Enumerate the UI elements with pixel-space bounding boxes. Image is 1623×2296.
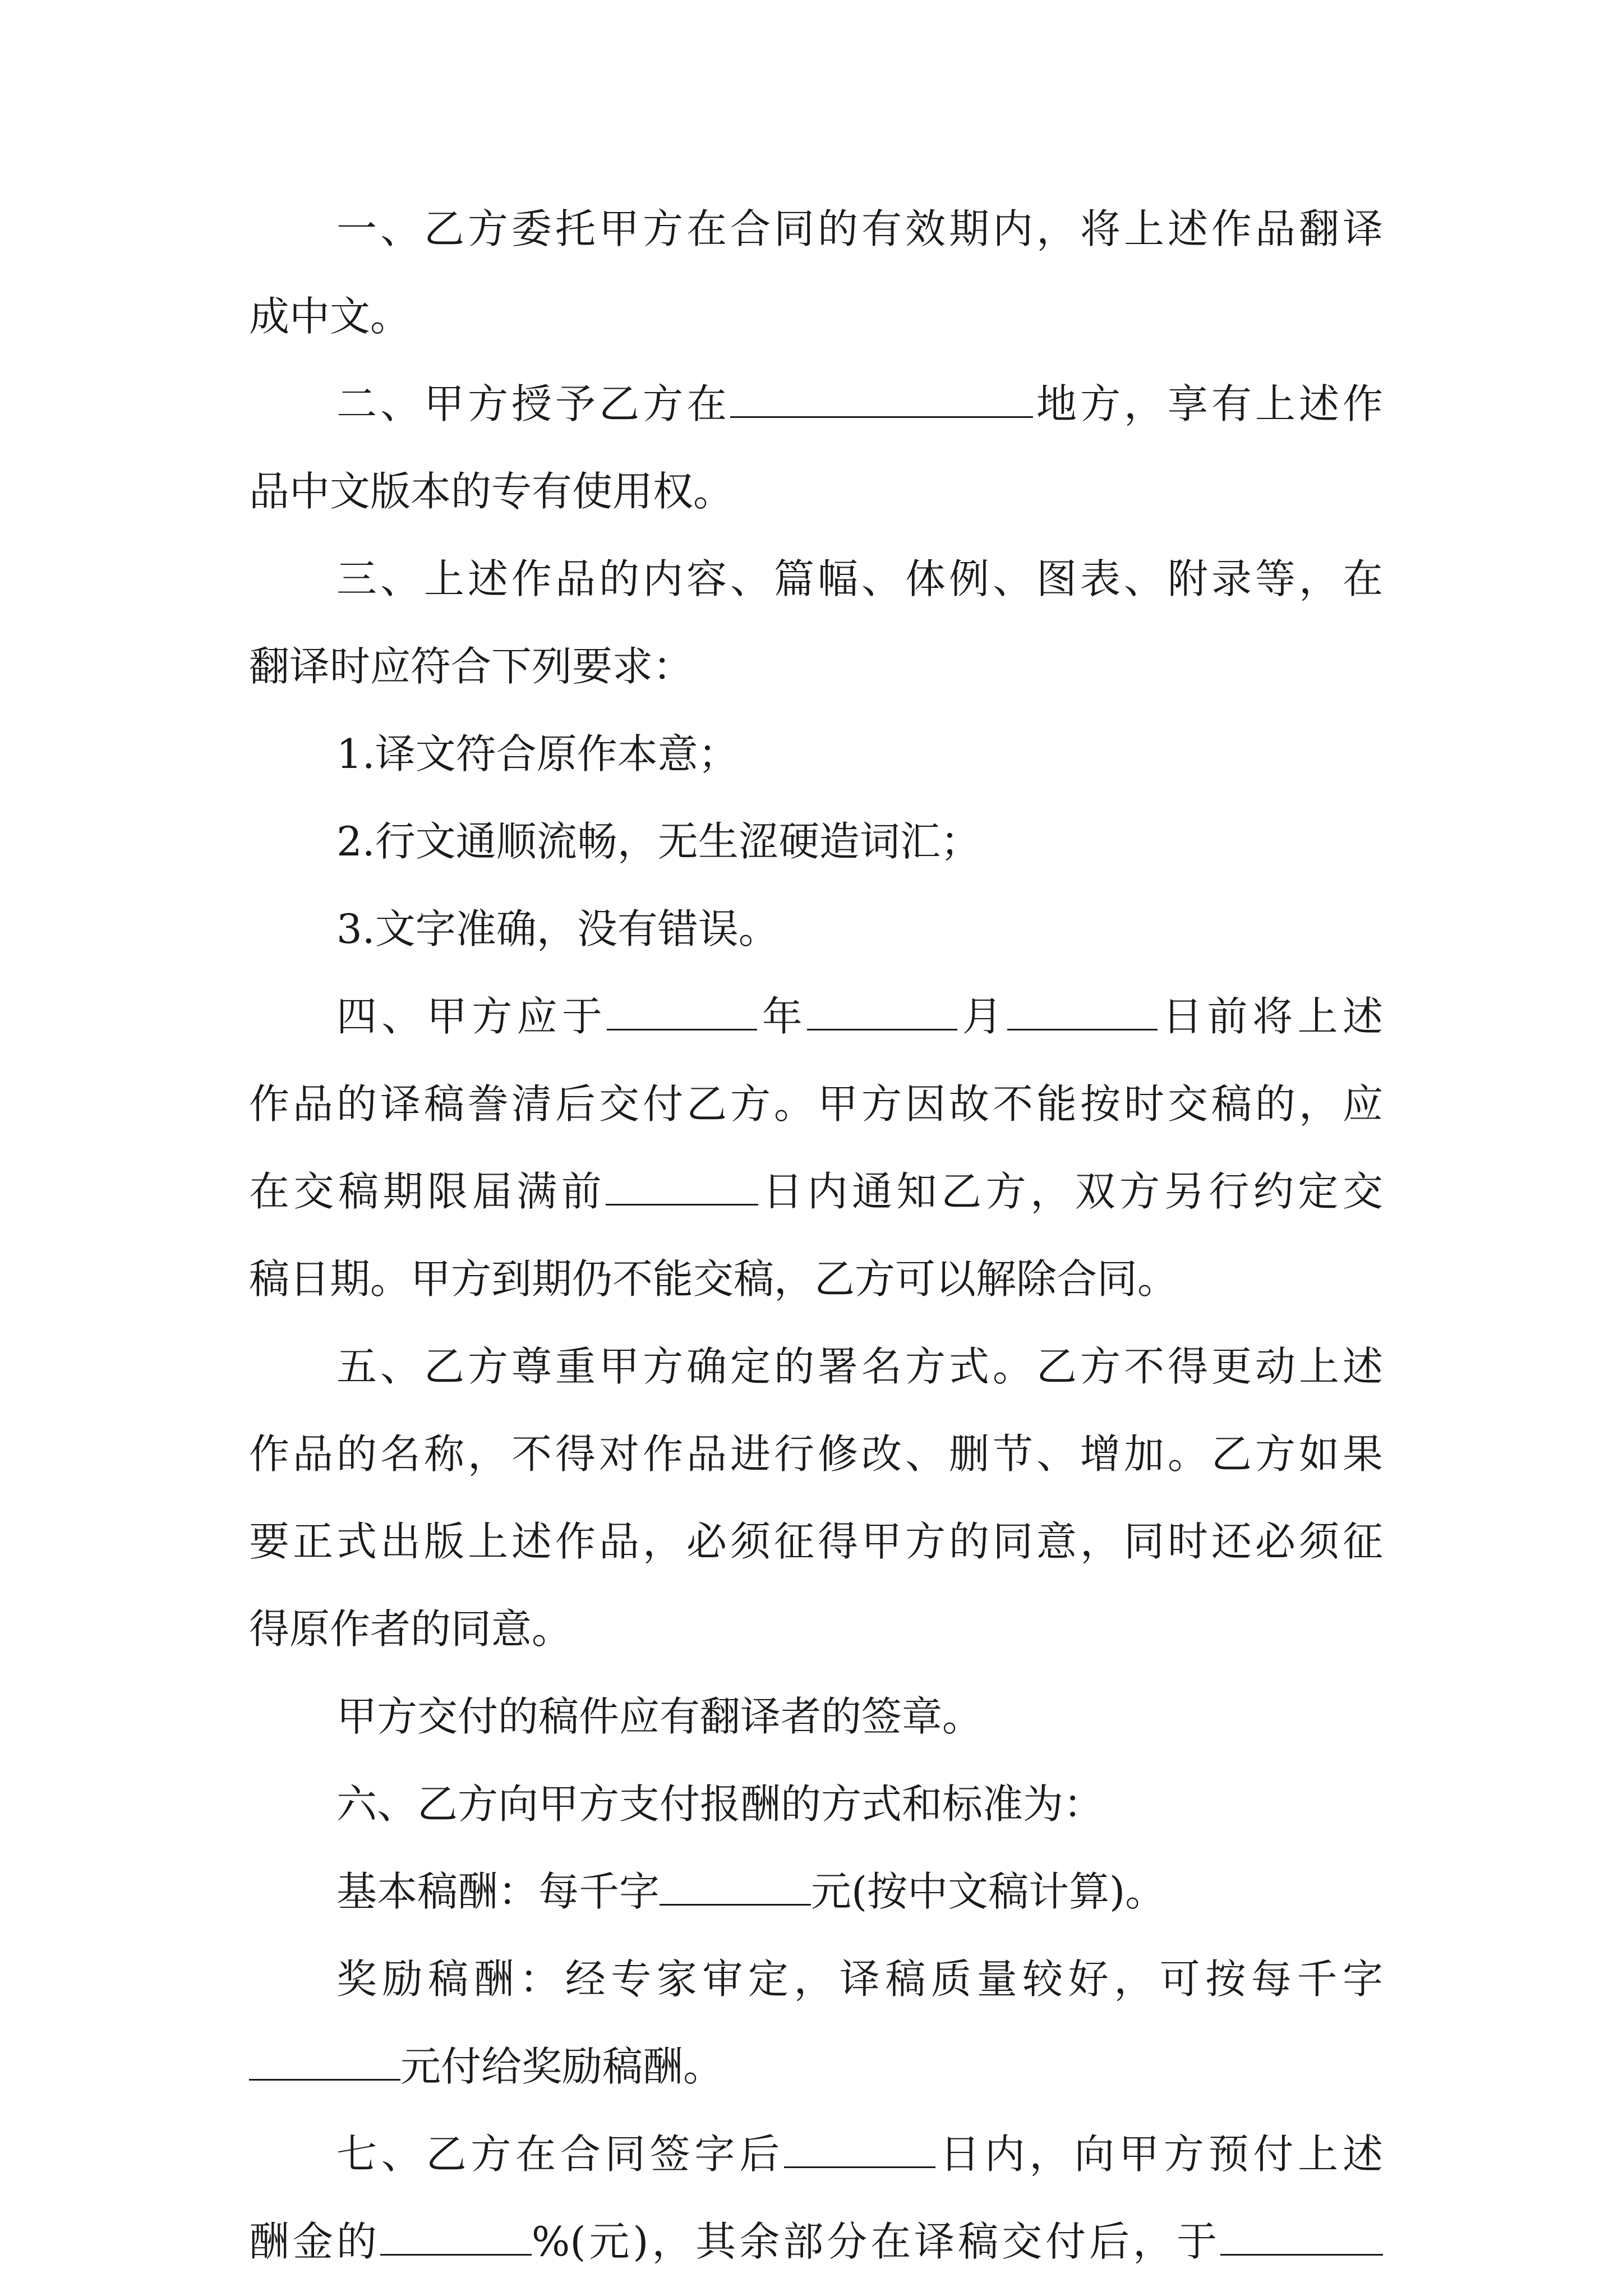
territory-blank xyxy=(730,405,1033,418)
day-blank xyxy=(1007,1018,1158,1030)
basic-fee-line xyxy=(336,1865,1383,1918)
bonus-fee-line-1: 奖励稿酬：经专家审定，译稿质量较好，可按每千字 xyxy=(336,1955,1383,2003)
bonus-fee-text: 元付给奖励稿酬。 xyxy=(400,2043,724,2090)
year-label: 年 xyxy=(757,993,808,1040)
clause-7-text-c: 酬金的 xyxy=(249,2218,380,2265)
clause-4-line-4: 稿日期。甲方到期仍不能交稿，乙方可以解除合同。 xyxy=(249,1255,1178,1303)
clause-2-line-1 xyxy=(336,377,1383,431)
clause-1-line-2: 成中文。 xyxy=(249,293,411,340)
requirement-2: 2.行文通顺流畅，无生涩硬造词汇； xyxy=(336,818,981,865)
balance-blank xyxy=(1220,2243,1383,2256)
clause-3-line-2: 翻译时应符合下列要求： xyxy=(249,643,694,690)
clause-4-line-2: 作品的译稿誊清后交付乙方。甲方因故不能按时交稿的，应 xyxy=(249,1080,1383,1128)
clause-1-line-1: 一、乙方委托甲方在合同的有效期内，将上述作品翻译 xyxy=(336,205,1383,252)
clause-2-text-b: 地方，享有上述作 xyxy=(1032,380,1383,427)
clause-4-text-d: 日内通知乙方，双方另行约定交 xyxy=(758,1168,1383,1215)
requirement-1: 1.译文符合原作本意； xyxy=(336,730,739,777)
clause-4-line-3 xyxy=(249,1165,1383,1218)
clause-4-line-1 xyxy=(336,990,1383,1043)
clause-2-line-2: 品中文版本的专有使用权。 xyxy=(249,468,734,515)
clause-2-text-a: 二、甲方授予乙方在 xyxy=(336,380,730,427)
bonus-fee-blank xyxy=(249,2068,400,2081)
basic-fee-blank xyxy=(660,1893,811,1906)
prepay-percent-blank xyxy=(380,2243,532,2256)
clause-4-text-c: 在交稿期限届满前 xyxy=(249,1168,606,1215)
month-blank xyxy=(807,1018,957,1030)
month-label: 月 xyxy=(957,993,1007,1040)
signature-note: 甲方交付的稿件应有翻译者的签章。 xyxy=(336,1693,983,1740)
clause-4-text-b: 日前将上述 xyxy=(1157,993,1383,1040)
clause-7-text-b: 日内，向甲方预付上述 xyxy=(935,2131,1383,2178)
clause-7-line-2 xyxy=(249,2215,1383,2269)
basic-fee-text-b: 元(按中文稿计算)。 xyxy=(811,1868,1166,1915)
requirement-3: 3.文字准确，没有错误。 xyxy=(336,905,779,953)
clause-4-text-a: 四、甲方应于 xyxy=(336,993,607,1040)
clause-5-line-2: 作品的名称，不得对作品进行修改、删节、增加。乙方如果 xyxy=(249,1430,1383,1478)
clause-7-line-1 xyxy=(336,2127,1383,2181)
clause-7-text-a: 七、乙方在合同签字后 xyxy=(336,2131,784,2178)
clause-5-line-3: 要正式出版上述作品，必须征得甲方的同意，同时还必须征 xyxy=(249,1518,1383,1565)
bonus-fee-line-2 xyxy=(249,2040,1383,2093)
prepay-days-blank xyxy=(784,2155,935,2168)
clause-5-line-4: 得原作者的同意。 xyxy=(249,1605,573,1653)
basic-fee-text-a: 基本稿酬：每千字 xyxy=(336,1868,660,1915)
year-blank xyxy=(607,1018,757,1030)
clause-6-line-1: 六、乙方向甲方支付报酬的方式和标准为： xyxy=(336,1780,1104,1828)
clause-7-text-d: %(元)，其余部分在译稿交付后，于 xyxy=(531,2218,1220,2265)
clause-3-line-1: 三、上述作品的内容、篇幅、体例、图表、附录等，在 xyxy=(336,555,1383,602)
notice-days-blank xyxy=(606,1193,758,1205)
clause-5-line-1: 五、乙方尊重甲方确定的署名方式。乙方不得更动上述 xyxy=(336,1343,1383,1390)
